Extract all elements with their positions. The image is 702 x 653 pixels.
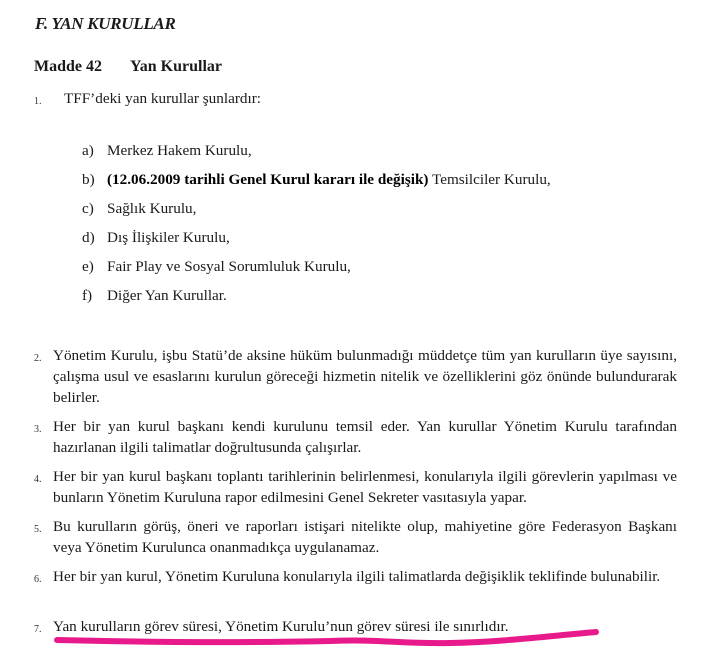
list-item-text: Merkez Hakem Kurulu, bbox=[107, 142, 252, 159]
paragraph-number: 7. bbox=[34, 624, 42, 635]
list-item-text: Sağlık Kurulu, bbox=[107, 200, 197, 217]
paragraph-text: TFF’deki yan kurullar şunlardır: bbox=[64, 90, 261, 107]
paragraph-number: 6. bbox=[34, 574, 42, 585]
paragraph-text: Her bir yan kurul başkanı kendi kurulunu temsil eder. Yan kurullar Yönetim Kurulu tarafından hazırlanan ilgili talimatlar doğrultusunda çalışırlar. bbox=[53, 418, 677, 456]
article-number: Madde 42 bbox=[34, 58, 102, 75]
paragraph-text: Yönetim Kurulu, işbu Statü’de aksine hüküm bulunmadığı müddetçe tüm yan kurulların üye sayısını, çalışma usul ve esaslarını kurulun göreceği hizmetin nitelik ve özelliklerini göz önünde bulundurarak belirler. bbox=[53, 347, 677, 406]
paragraph-number: 5. bbox=[34, 524, 42, 535]
paragraph-text: Her bir yan kurul, Yönetim Kuruluna konularıyla ilgili talimatlarda değişiklik teklifinde bulunabilir. bbox=[53, 568, 661, 585]
list-item-letter: f) bbox=[82, 287, 93, 304]
list-item-letter: c) bbox=[82, 200, 94, 217]
list-item-letter: e) bbox=[82, 258, 94, 275]
list-item-letter: a) bbox=[82, 142, 94, 159]
paragraph-text: Bu kurulların görüş, öneri ve raporları istişari nitelikte olup, mahiyetine göre Federasyon Başkanı veya Yönetim Kurulunca onanmadıkça uygulanamaz. bbox=[53, 518, 677, 556]
amendment-note: (12.06.2009 tarihli Genel Kurul kararı ile değişik) bbox=[107, 171, 429, 188]
paragraph-number: 2. bbox=[34, 353, 42, 364]
article-title: Yan Kurullar bbox=[130, 58, 223, 75]
list-item-text: Diğer Yan Kurullar. bbox=[107, 287, 227, 304]
list-item-letter: d) bbox=[82, 229, 95, 246]
paragraph-number: 1. bbox=[34, 96, 42, 107]
paragraph-number: 3. bbox=[34, 424, 42, 435]
list-item-text: Temsilciler Kurulu, bbox=[428, 171, 551, 188]
paragraph-text: Her bir yan kurul başkanı toplantı tarihlerinin belirlenmesi, konularıyla ilgili görevlerin yapılması ve bunların Yönetim Kuruluna rapor edilmesini Genel Sekreter vasıtasıyla yapar. bbox=[53, 468, 677, 506]
list-item-text: Fair Play ve Sosyal Sorumluluk Kurulu, bbox=[107, 258, 351, 275]
paragraph-text: Yan kurulların görev süresi, Yönetim Kurulu’nun görev süresi ile sınırlıdır. bbox=[53, 618, 509, 635]
section-title: F. YAN KURULLAR bbox=[35, 14, 176, 33]
highlight-stroke bbox=[57, 632, 596, 643]
list-item-text: Dış İlişkiler Kurulu, bbox=[107, 229, 230, 246]
list-item-letter: b) bbox=[82, 171, 95, 188]
paragraph-number: 4. bbox=[34, 474, 42, 485]
